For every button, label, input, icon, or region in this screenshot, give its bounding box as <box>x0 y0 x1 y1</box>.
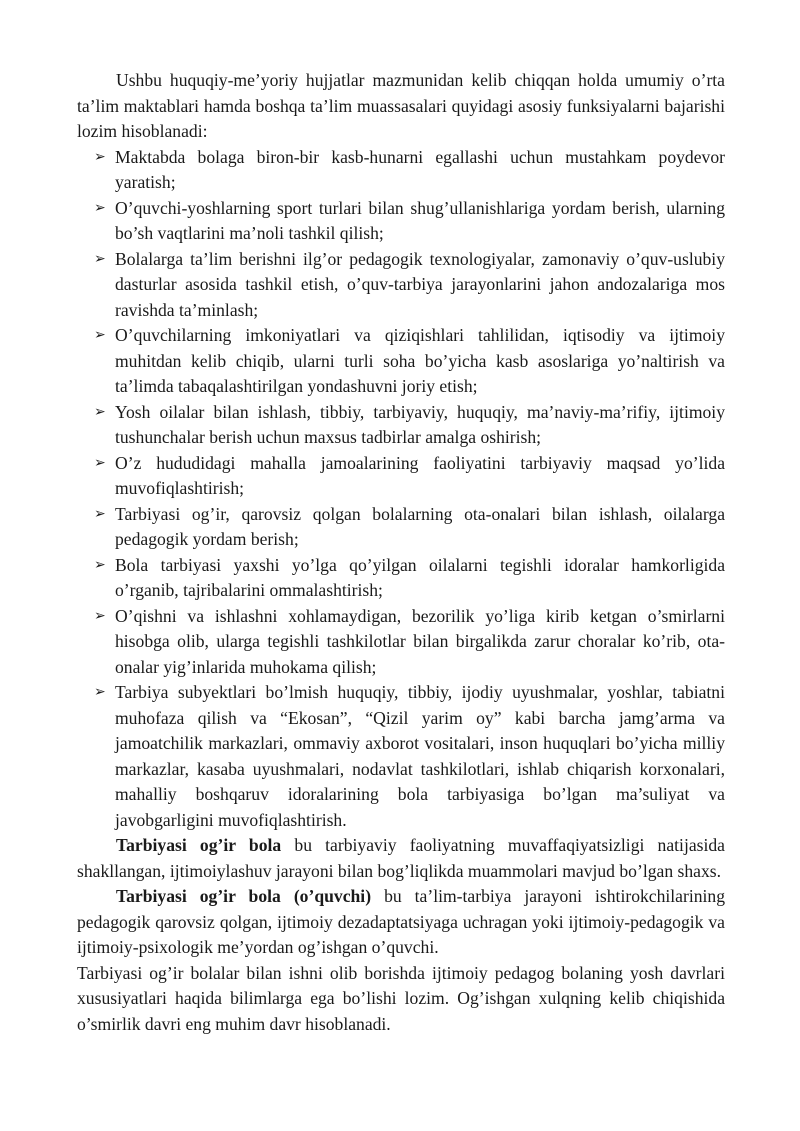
list-item <box>94 400 725 451</box>
arrowhead-bullet-icon: ➢ <box>94 199 106 216</box>
list-item-text: Maktabda bolaga biron-bir kasb-hunarni egallashi uchun mustahkam poydevor yaratish; <box>115 146 725 192</box>
intro-paragraph: Ushbu huquqiy-me’yoriy hujjatlar mazmunidan kelib chiqqan holda umumiy o’rta ta’lim maktablari hamda boshqa ta’lim muassasalari quyidagi asosiy funksiyalarni bajarishi lozim hisoblanadi: <box>77 70 725 141</box>
list-item <box>94 451 725 502</box>
list-item-text: Tarbiya subyektlari bo’lmish huquqiy, tibbiy, ijodiy uyushmalar, yoshlar, tabiatni muhofaza qilish va “Ekosan”, “Qizil yarim oy” kabi barcha jamg’arma va jamoatchilik markazlari, ommaviy axborot vositalari, inson huquqlari bo’yicha milliy markazlar, kasaba uyushmalari, nodavlat tashkilotlari, ishlab chiqarish korxonalari, mahalliy boshqaruv idoralarining bola tarbiyasiga bo’lgan ma’suliyat va javobgarligini muvofiqlashtirish. <box>115 682 725 830</box>
list-item-text: O’quvchi-yoshlarning sport turlari bilan shug’ullanishlariga yordam berish, ularning bo’sh vaqtlarini ma’noli tashkil qilish; <box>115 197 725 243</box>
list-item <box>94 680 725 833</box>
definition-term-1: Tarbiyasi og’ir bola <box>116 835 282 855</box>
definition-paragraph-2 <box>77 884 725 961</box>
list-item-text: O’z hududidagi mahalla jamoalarining faoliyatini tarbiyaviy maqsad yo’lida muvofiqlashtirish; <box>115 452 725 498</box>
list-item <box>94 323 725 400</box>
closing-paragraph: Tarbiyasi og’ir bolalar bilan ishni olib borishda ijtimoiy pedagog bolaning yosh davrlari xususiyatlari haqida bilimlarga ega bo’lishi lozim. Og’ishgan xulqning kelib chiqishida o’smirlik davri eng muhim davr hisoblanadi. <box>77 962 725 1034</box>
definition-term-2: Tarbiyasi og’ir bola (o’quvchi) <box>116 886 372 906</box>
arrowhead-bullet-icon: ➢ <box>94 148 106 165</box>
arrowhead-bullet-icon: ➢ <box>94 607 106 624</box>
definition-text-1: bu tarbiyaviy faoliyatning muvaffaqiyatsizligi natijasida shakllangan, ijtimoiylashuv jarayoni bilan bog’liqlikda muammolari mavjud bo’lgan shaxs. <box>77 835 725 881</box>
list-item-text: O’quvchilarning imkoniyatlari va qiziqishlari tahlilidan, iqtisodiy va ijtimoiy muhitdan kelib chiqib, ularni turli soha bo’yicha kasb asoslariga yo’naltirish va ta’limda tabaqalashtirilgan yondashuvni joriy etish; <box>115 325 725 396</box>
arrowhead-bullet-icon: ➢ <box>94 454 106 471</box>
list-item <box>94 553 725 604</box>
arrowhead-bullet-icon: ➢ <box>94 505 106 522</box>
arrowhead-bullet-icon: ➢ <box>94 684 106 700</box>
list-item <box>94 502 725 553</box>
list-item-text: O’qishni va ishlashni xohlamaydigan, bezorilik yo’liga kirib ketgan o’smirlarni hisobga olib, ularga tegishli tashkilotlar bilan birgalikda zarur choralar ko’rib, ota-onalar yig’inlarida muhokama qilish; <box>115 605 725 677</box>
list-item-text: Bola tarbiyasi yaxshi yo’lga qo’yilgan oilalarni tegishli idoralar hamkorligida o’rganib, tajribalarini ommalashtirish; <box>115 554 725 600</box>
list-item-text: Yosh oilalar bilan ishlash, tibbiy, tarbiyaviy, huquqiy, ma’naviy-ma’rifiy, ijtimoiy tushunchalar berish uchun maxsus tadbirlar amalga oshirish; <box>115 401 725 447</box>
definition-paragraph-1 <box>77 833 725 884</box>
list-item-text: Tarbiyasi og’ir, qarovsiz qolgan bolalarning ota-onalari bilan ishlash, oilalarga pedagogik yordam berish; <box>115 503 725 549</box>
list-item <box>94 196 725 247</box>
arrowhead-bullet-icon: ➢ <box>94 556 106 573</box>
arrowhead-bullet-icon: ➢ <box>94 327 106 343</box>
definition-text-2: bu ta’lim-tarbiya jarayoni ishtirokchilarining pedagogik qarovsiz qolgan, ijtimoiy dezadaptatsiyaga uchragan yoki ijtimoiy-pedagogik va ijtimoiy-psixologik me’yordan og’ishgan o’quvchi. <box>77 886 726 957</box>
list-item-text: Bolalarga ta’lim berishni ilg’or pedagogik texnologiyalar, zamonaviy o’quv-uslubiy dasturlar asosida tashkil etish, o’quv-tarbiya jarayonlarini jahon andozalariga mos ravishda ta’minlash; <box>115 248 725 320</box>
list-item <box>94 247 725 324</box>
functions-list <box>77 145 725 834</box>
document-page <box>77 68 725 1037</box>
list-item <box>94 145 725 196</box>
arrowhead-bullet-icon: ➢ <box>94 403 106 420</box>
arrowhead-bullet-icon: ➢ <box>94 250 106 267</box>
list-item <box>94 604 725 681</box>
